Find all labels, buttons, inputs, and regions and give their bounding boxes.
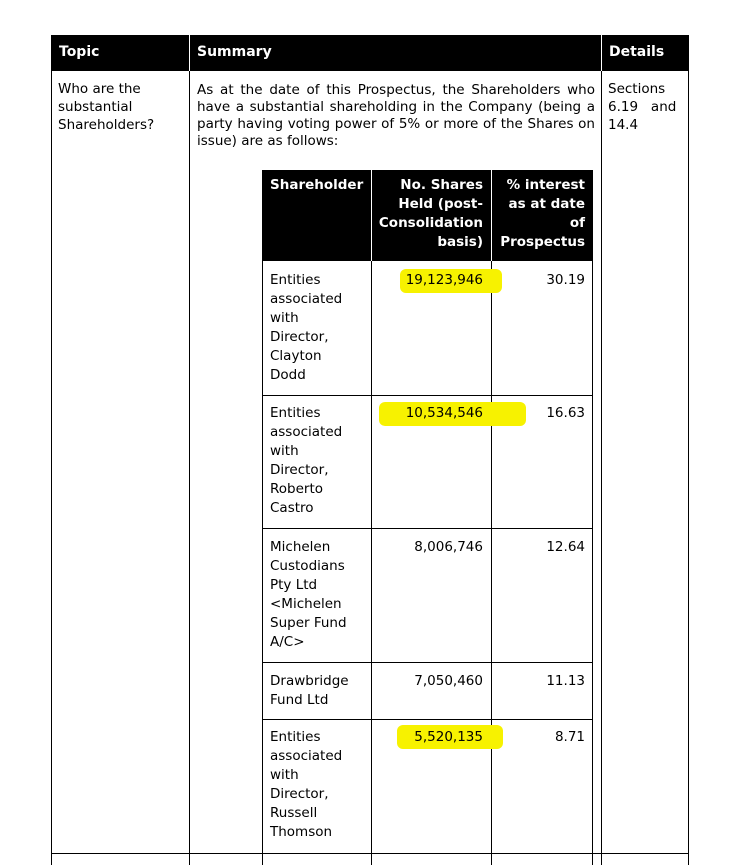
- shares-value: 8,006,746: [414, 539, 483, 555]
- table-border-left: [51, 71, 52, 865]
- details-cell: Sections 6.19 and 14.4: [608, 81, 677, 133]
- interest-value: 12.64: [546, 539, 585, 555]
- table-header: [51, 35, 689, 71]
- table-row-separator: [51, 853, 689, 854]
- table-border-right: [688, 71, 689, 865]
- interest-value: 30.19: [546, 272, 585, 288]
- col-interest: % interest as at date of Prospectus: [500, 177, 585, 250]
- header-topic: Topic: [59, 44, 100, 60]
- table-row: Entities associated with Director, Russell Thomson: [270, 729, 343, 840]
- summary-paragraph: As at the date of this Prospectus, the Shareholders who have a substantial shareholding in the Company (being a party having voting power of 5% or more of the Shares on issue) are as follows:: [197, 82, 595, 149]
- shares-value: 5,520,135: [414, 729, 483, 745]
- header-summary: Summary: [197, 44, 272, 60]
- col-shareholder: Shareholder: [270, 177, 364, 193]
- shares-value: 19,123,946: [405, 272, 483, 288]
- shares-value: 10,534,546: [405, 405, 483, 421]
- shares-value: 7,050,460: [414, 673, 483, 689]
- table-border-col1: [189, 71, 190, 865]
- interest-value: 11.13: [546, 673, 585, 689]
- col-shares: No. Shares Held (post- Consolidation basis): [378, 177, 483, 250]
- header-details: Details: [609, 44, 665, 60]
- interest-value: 16.63: [546, 405, 585, 421]
- table-row: Michelen Custodians Pty Ltd <Michelen Super Fund A/C>: [270, 539, 347, 650]
- interest-value: 8.71: [554, 729, 585, 745]
- table-row: Entities associated with Director, Roberto Castro: [270, 405, 343, 516]
- table-row: Drawbridge Fund Ltd: [270, 673, 349, 708]
- shareholder-table-header: [262, 170, 593, 261]
- table-border-col2: [601, 71, 602, 865]
- topic-cell: Who are the substantial Shareholders?: [58, 81, 155, 133]
- table-row: Entities associated with Director, Clayton Dodd: [270, 272, 343, 383]
